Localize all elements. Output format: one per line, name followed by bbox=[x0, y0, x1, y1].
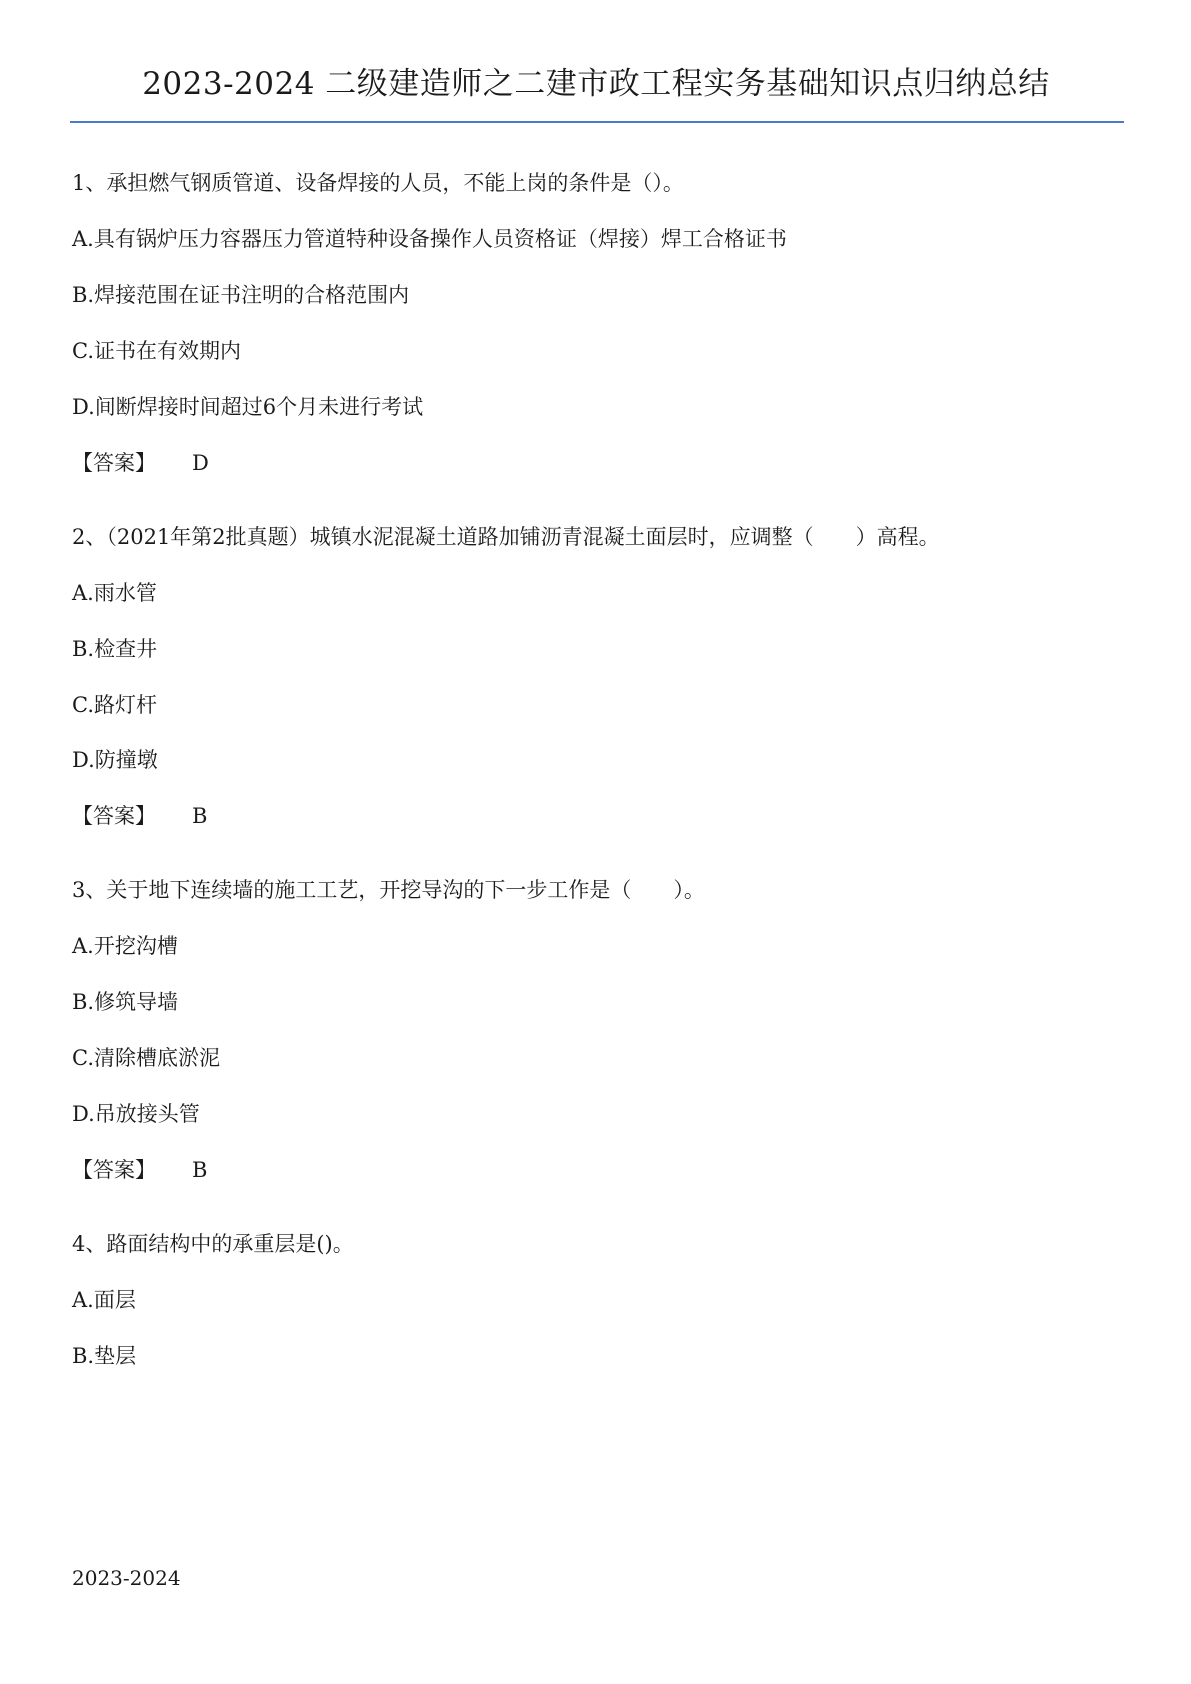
document-title: 2023-2024 二级建造师之二建市政工程实务基础知识点归纳总结 bbox=[142, 66, 1050, 102]
question-2-option-b: B.检查井 bbox=[72, 637, 158, 661]
question-4-option-b: B.垫层 bbox=[72, 1344, 137, 1368]
question-2-option-a: A.雨水管 bbox=[72, 581, 157, 605]
question-2-stem: 2、（2021年第2批真题）城镇水泥混凝土道路加铺沥青混凝土面层时，应调整（ ）高程。 bbox=[72, 525, 940, 549]
question-3-option-d: D.吊放接头管 bbox=[72, 1102, 200, 1126]
question-2-answer bbox=[72, 801, 207, 831]
question-1-stem: 1、承担燃气钢质管道、设备焊接的人员，不能上岗的条件是（）。 bbox=[72, 171, 684, 195]
question-3-stem: 3、关于地下连续墙的施工工艺，开挖导沟的下一步工作是（ ）。 bbox=[72, 878, 705, 902]
question-3-answer bbox=[72, 1155, 207, 1185]
question-2-option-c: C.路灯杆 bbox=[72, 693, 157, 717]
answer-value: B bbox=[192, 1158, 208, 1182]
answer-label: 【答案】 bbox=[72, 1158, 156, 1182]
question-1-option-d: D.间断焊接时间超过6个月未进行考试 bbox=[72, 395, 424, 419]
question-1-option-b: B.焊接范围在证书注明的合格范围内 bbox=[72, 283, 410, 307]
question-2-option-d: D.防撞墩 bbox=[72, 748, 158, 772]
answer-value: D bbox=[192, 451, 209, 475]
question-4-stem: 4、路面结构中的承重层是()。 bbox=[72, 1232, 354, 1256]
question-3-option-b: B.修筑导墙 bbox=[72, 990, 179, 1014]
question-3-option-a: A.开挖沟槽 bbox=[72, 934, 178, 958]
title-divider bbox=[70, 121, 1124, 123]
question-3-option-c: C.清除槽底淤泥 bbox=[72, 1046, 220, 1070]
question-1-answer bbox=[72, 448, 209, 478]
answer-label: 【答案】 bbox=[72, 451, 156, 475]
page-footer: 2023-2024 bbox=[72, 1566, 181, 1590]
question-1-option-c: C.证书在有效期内 bbox=[72, 339, 241, 363]
answer-value: B bbox=[192, 804, 208, 828]
answer-label: 【答案】 bbox=[72, 804, 156, 828]
question-1-option-a: A.具有锅炉压力容器压力管道特种设备操作人员资格证（焊接）焊工合格证书 bbox=[72, 227, 787, 251]
question-4-option-a: A.面层 bbox=[72, 1288, 136, 1312]
